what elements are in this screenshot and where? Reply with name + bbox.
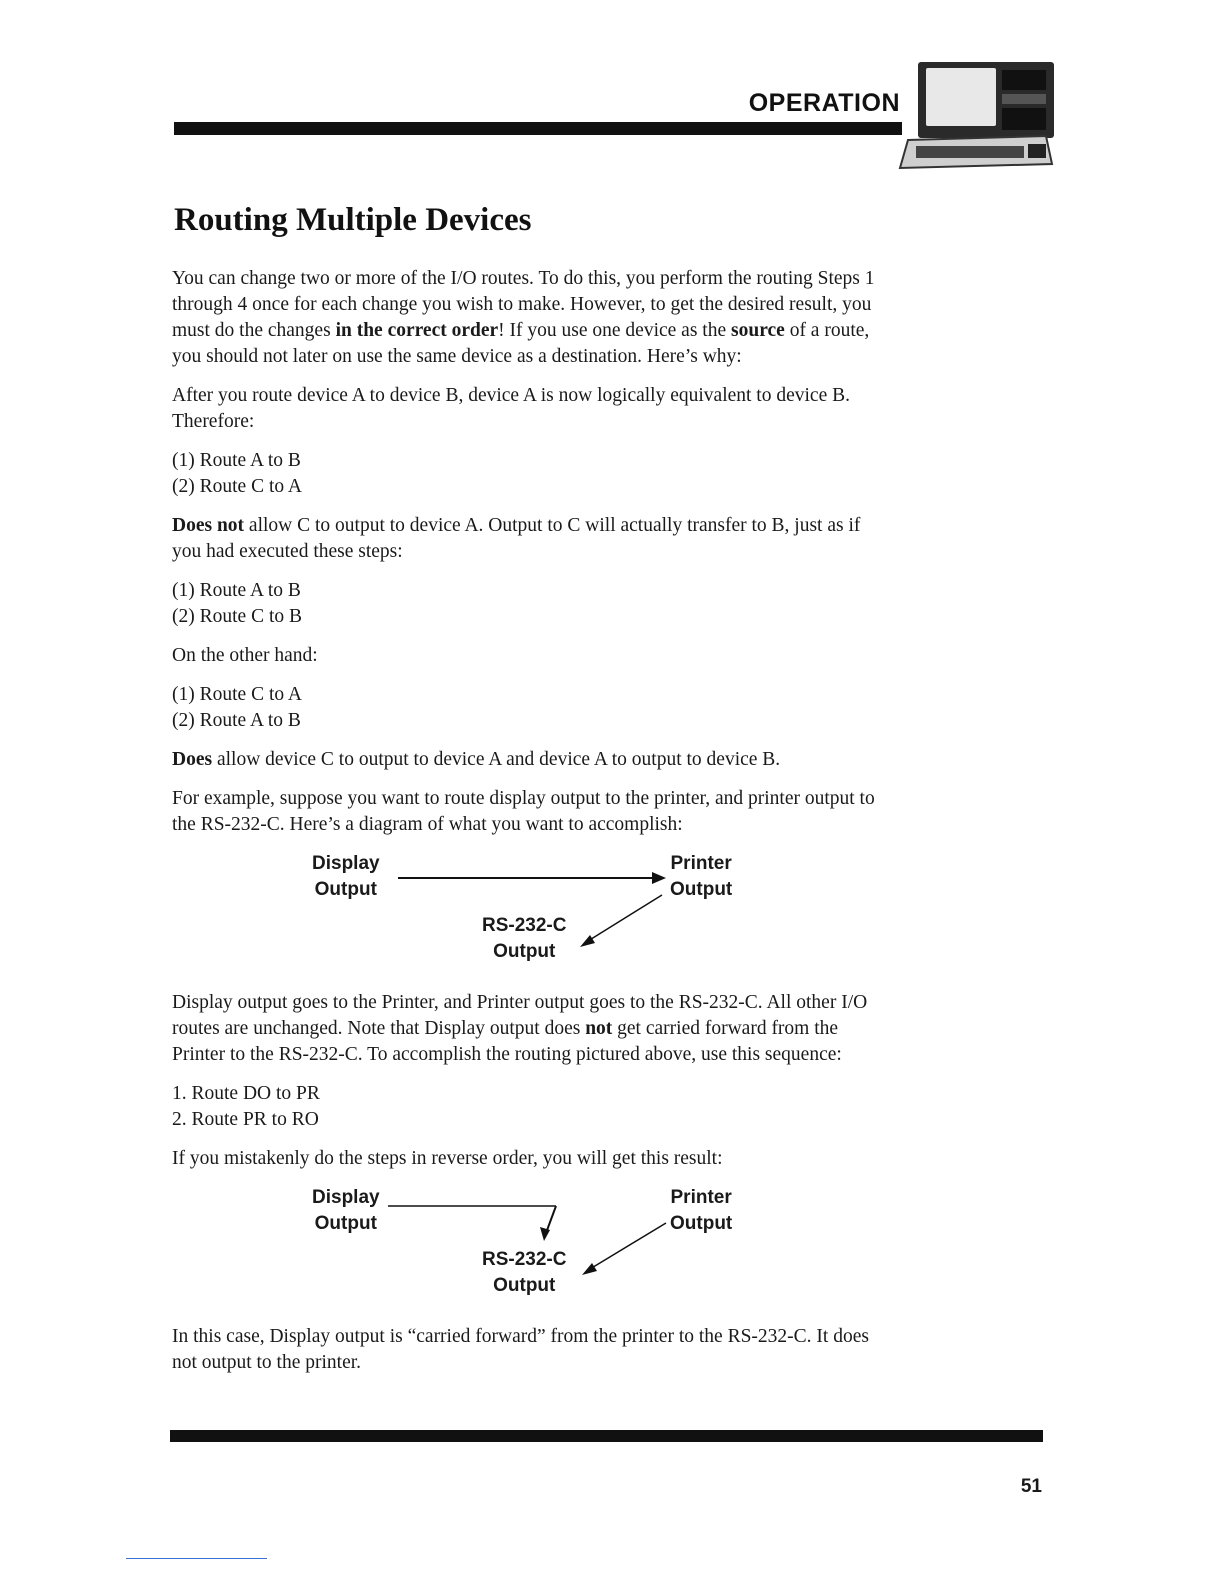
paragraph-conclusion: In this case, Display output is “carried forward” from the printer to the RS-232-C. It does not output to the printer. [172, 1326, 869, 1373]
step-list-2 [172, 578, 882, 630]
computer-icon [896, 56, 1058, 174]
diagram-display-label: Display Output [312, 1187, 380, 1234]
footer-rule [170, 1430, 1043, 1442]
routing-diagram-reverse [172, 1185, 882, 1315]
main-content [172, 266, 882, 1389]
diagram-arrows [172, 1185, 882, 1315]
paragraph-does-not: Does not allow C to output to device A. Output to C will actually transfer to B, just as if you had executed these steps: [172, 515, 861, 562]
arrowhead-icon [582, 1263, 597, 1275]
section-title: OPERATION [748, 89, 900, 117]
list-item: (2) Route A to B [172, 710, 301, 731]
step-list-1 [172, 448, 882, 500]
arrow-printer-to-rs232 [588, 895, 662, 941]
paragraph-equivalence: After you route device A to device B, device A is now logically equivalent to device B. Therefore: [172, 385, 850, 432]
footnote-line [126, 1558, 267, 1559]
list-item: (2) Route C to A [172, 476, 302, 497]
page-title: Routing Multiple Devices [174, 202, 532, 238]
arrowhead-icon [580, 935, 595, 947]
diagram-arrows [172, 851, 882, 981]
diagram-rs232-label: RS-232-C Output [482, 915, 567, 962]
paragraph-example: For example, suppose you want to route display output to the printer, and printer output to the RS-232-C. Here’s a diagram of what you want to accomplish: [172, 788, 875, 835]
page-number: 51 [1020, 1476, 1042, 1497]
header-rule [174, 122, 902, 135]
paragraph-other-hand: On the other hand: [172, 645, 318, 666]
paragraph-intro: You can change two or more of the I/O routes. To do this, you perform the routing Steps 1 through 4 once for each change you wish to make. However, to get the desired result, you must do the changes in the correct order! If you use one device as the source of a route, you should not later on use the same device as a destination. Here’s why: [172, 268, 875, 367]
list-item: 1. Route DO to PR [172, 1083, 320, 1104]
list-item: (2) Route C to B [172, 606, 302, 627]
diagram-rs232-label: RS-232-C Output [482, 1249, 567, 1296]
paragraph-explanation: Display output goes to the Printer, and Printer output goes to the RS-232-C. All other I/O routes are unchanged. Note that Display output does not get carried forward from the Printer to the RS-232-C. To accomplish the routing pictured above, use this sequence: [172, 992, 868, 1065]
diagram-printer-label: Printer Output [670, 1187, 733, 1234]
step-list-3 [172, 682, 882, 734]
diagram-printer-label: Printer Output [670, 853, 733, 900]
arrow-display-down [546, 1206, 556, 1233]
step-list-4 [172, 1081, 882, 1133]
diagram-display-label: Display Output [312, 853, 380, 900]
paragraph-does: Does allow device C to output to device A and device A to output to device B. [172, 749, 781, 770]
list-item: (1) Route A to B [172, 450, 301, 471]
list-item: (1) Route C to A [172, 684, 302, 705]
list-item: 2. Route PR to RO [172, 1109, 319, 1130]
routing-diagram-correct [172, 851, 882, 981]
arrowhead-icon [652, 872, 666, 884]
arrow-printer-to-rs232 [590, 1223, 666, 1269]
list-item: (1) Route A to B [172, 580, 301, 601]
paragraph-reverse: If you mistakenly do the steps in reverse order, you will get this result: [172, 1148, 723, 1169]
